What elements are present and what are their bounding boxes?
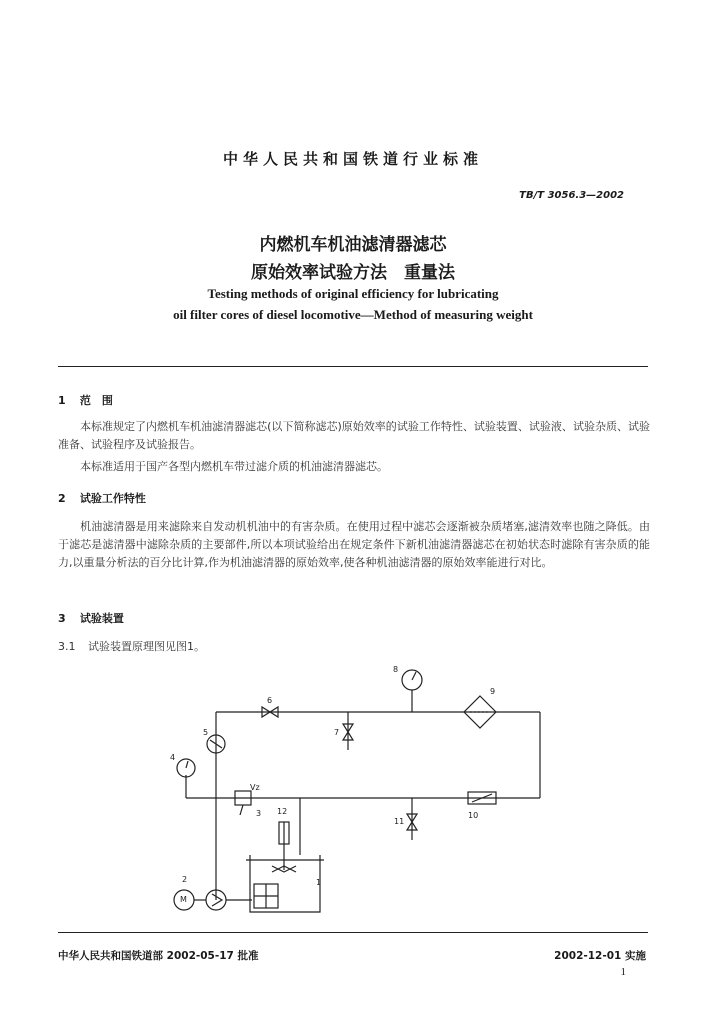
title-cn-line1: 内燃机车机油滤清器滤芯	[259, 235, 447, 255]
label-10: 10	[468, 811, 479, 820]
label-5: 5	[203, 728, 209, 737]
implementation-date: 2002-12-01 实施	[554, 950, 646, 962]
title-en-line1: Testing methods of original efficiency for lubricating	[207, 286, 499, 301]
section-3-number: 3	[58, 612, 66, 625]
motor-glyph: M	[180, 895, 187, 904]
title-cn-line2: 原始效率试验方法 重量法	[251, 263, 455, 283]
section-2-title: 试验工作特性	[79, 492, 146, 505]
label-11: 11	[394, 817, 405, 826]
section-3-title: 试验装置	[79, 612, 124, 625]
label-3: 3	[256, 809, 262, 818]
document-header-org: 中华人民共和国铁道行业标准	[222, 150, 483, 168]
section-2-number: 2	[58, 492, 66, 505]
label-7: 7	[334, 728, 340, 737]
section-3-1-text: 试验装置原理图见图1。	[88, 640, 205, 653]
section-1-text-2: 本标准适用于国产各型内燃机车带过滤介质的机油滤清器滤芯。	[80, 460, 388, 473]
title-en-line2: oil filter cores of diesel locomotive—Method of measuring weight	[173, 307, 533, 322]
label-6: 6	[267, 696, 273, 705]
label-9: 9	[490, 687, 496, 696]
section-2-text-1: 机油滤清器是用来滤除来自发动机机油中的有害杂质。在使用过程中滤芯会逐渐被杂质堵塞,滤清效率也随之降低。由于滤芯是滤清器中滤除杂质的主要部件,所以本项试验给出在规定条件下新机油滤清器滤芯在初始状态时滤除有害杂质的能力,以重量分析法的百分比计算,作为机油滤清器的原始效率,使各种机油滤清器的原始效率能进行对比。	[58, 520, 650, 569]
label-12: 12	[277, 807, 288, 816]
label-2: 2	[182, 875, 188, 884]
standard-number: TB/T 3056.3—2002	[519, 190, 624, 201]
label-8: 8	[393, 665, 399, 674]
page-number: 1	[620, 966, 626, 978]
section-1-number: 1	[58, 394, 66, 407]
section-1-title: 范 围	[79, 394, 113, 407]
section-3-1-number: 3.1	[58, 640, 76, 653]
approval-note: 中华人民共和国铁道部 2002-05-17 批准	[58, 950, 259, 962]
label-1: 1	[316, 878, 322, 887]
section-1-text-1: 本标准规定了内燃机车机油滤清器滤芯(以下简称滤芯)原始效率的试验工作特性、试验装置、试验液、试验杂质、试验准备、试验程序及试验报告。	[58, 420, 650, 451]
valve-3-subscript: Vz	[250, 783, 260, 792]
label-4: 4	[170, 753, 176, 762]
footer-divider	[58, 932, 648, 933]
